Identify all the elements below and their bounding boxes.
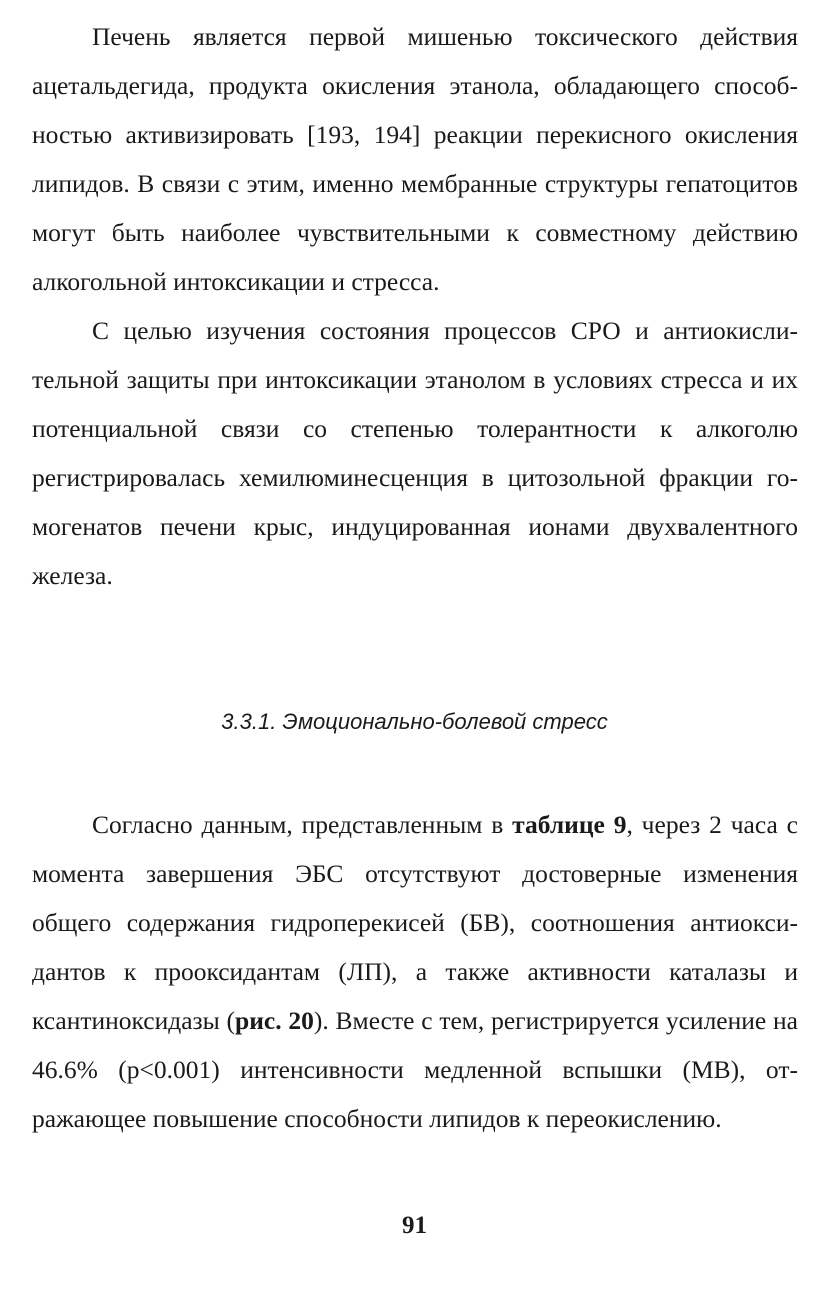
paragraph-study-purpose xyxy=(32,306,798,600)
paragraph-2-text: С целью изучения состояния процессов СРО и антиокислительной защиты при интоксикации этанолом в условиях стресса и их потенциальной связи со степенью толерантности к алкоголю регистрировалась хемилюминесценция в цитозольной фракции гомогенатов печени крыс, индуцированная ионами двухвалентного железа. xyxy=(32,316,798,590)
paragraph-results xyxy=(32,800,798,1143)
paragraph-1-text: Печень является первой мишенью токсического действия ацетальдегида, продукта окисления этанола, обладающего способностью активизировать [193, 194] реакции перекисного окисления липидов. В связи с этим, именно мембранные структуры гепатоцитов могут быть наиболее чувствительными к совместному действию алкогольной интоксикации и стресса. xyxy=(32,22,798,296)
figure-reference: рис. 20 xyxy=(235,1006,314,1035)
paragraph-3-part-2: , через 2 часа с момента завершения ЭБС отсутствуют достоверные изменения общего содержания гидроперекисей (БВ), соотношения антиоксидантов к прооксидантам (ЛП), а также активности каталазы и ксантиноксидазы ( xyxy=(32,810,798,1035)
table-reference: таблице 9 xyxy=(512,810,627,839)
paragraph-liver-acetaldehyde xyxy=(32,12,798,306)
paragraph-3-part-1: Согласно данным, представленным в xyxy=(92,810,513,839)
section-heading: 3.3.1. Эмоционально-болевой стресс xyxy=(221,709,608,734)
page-number: 91 xyxy=(402,1212,427,1239)
paragraph-3-part-3: ). Вместе с тем, регистрируется усиление на 46.6% (p<0.001) интенсивности медленной вспышки (МВ), отражающее повышение способности липидов к переокислению. xyxy=(32,1006,798,1133)
